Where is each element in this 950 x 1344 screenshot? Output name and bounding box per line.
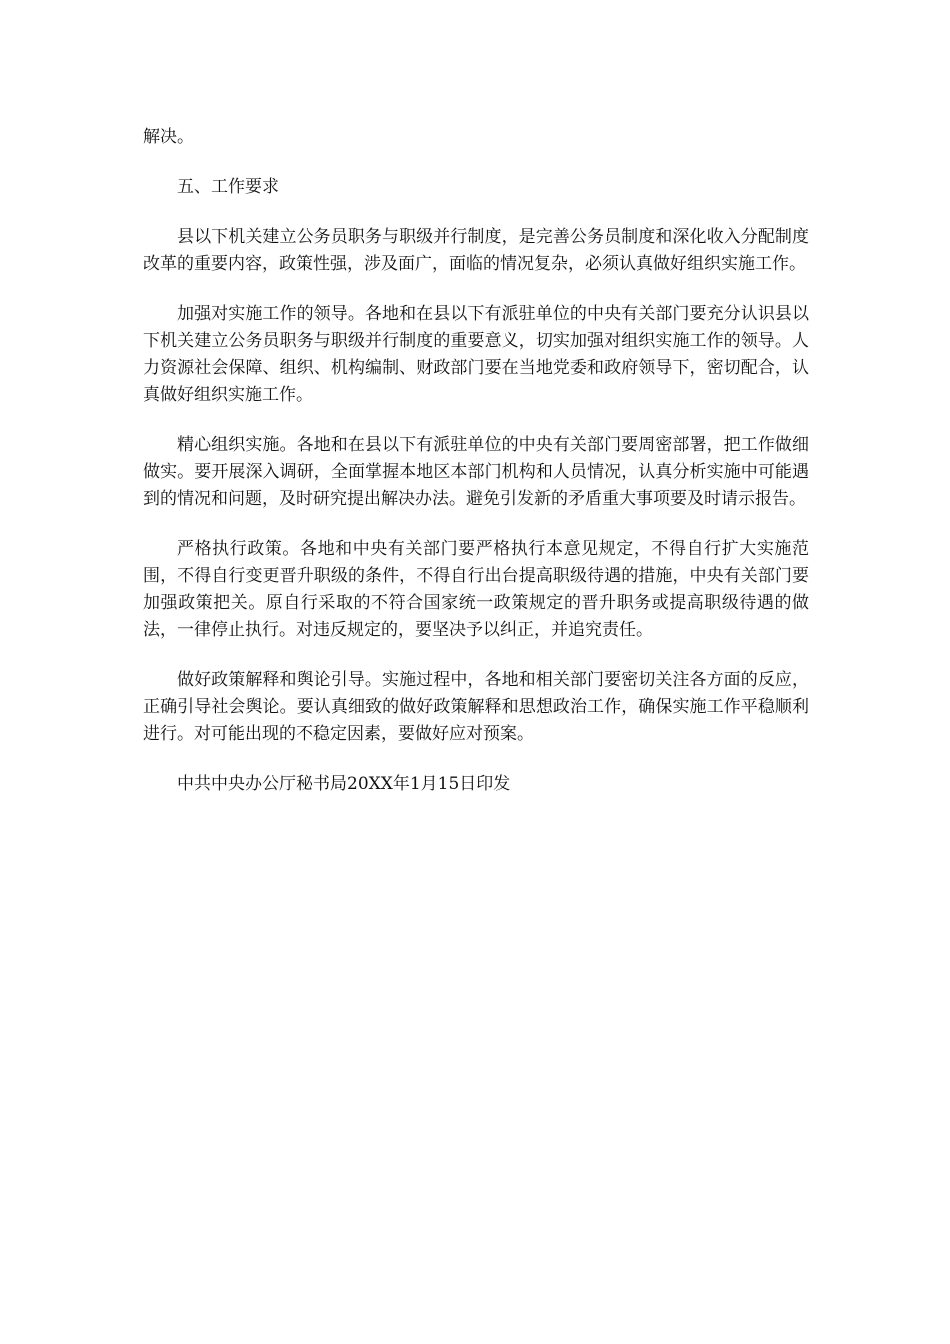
paragraph-intro: 县以下机关建立公务员职务与职级并行制度，是完善公务员制度和深化收入分配制度改革的重要内容，政策性强，涉及面广，面临的情况复杂，必须认真做好组织实施工作。 bbox=[143, 227, 809, 274]
paragraph-leadership: 加强对实施工作的领导。各地和在县以下有派驻单位的中央有关部门要充分认识县以下机关建立公务员职务与职级并行制度的重要意义，切实加强对组织实施工作的领导。人力资源社会保障、组织、机构编制、财政部门要在当地党委和政府领导下，密切配合，认真做好组织实施工作。 bbox=[143, 304, 809, 405]
paragraph-policy-enforcement: 严格执行政策。各地和中央有关部门要严格执行本意见规定，不得自行扩大实施范围，不得自行变更晋升职级的条件，不得自行出台提高职级待遇的措施，中央有关部门要加强政策把关。原自行采取的不符合国家统一政策规定的晋升职务或提高职级待遇的做法，一律停止执行。对违反规定的，要坚决予以纠正，并追究责任。 bbox=[143, 539, 809, 640]
section-heading: 五、工作要求 bbox=[177, 177, 279, 197]
document-page bbox=[143, 124, 809, 821]
paragraph-implementation: 精心组织实施。各地和在县以下有派驻单位的中央有关部门要周密部署，把工作做细做实。要开展深入调研，全面掌握本地区本部门机构和人员情况，认真分析实施中可能遇到的情况和问题，及时研究提出解决办法。避免引发新的矛盾重大事项要及时请示报告。 bbox=[143, 435, 809, 509]
paragraph-public-guidance: 做好政策解释和舆论引导。实施过程中，各地和相关部门要密切关注各方面的反应，正确引导社会舆论。要认真细致的做好政策解释和思想政治工作，确保实施工作平稳顺利进行。对可能出现的不稳定因素，要做好应对预案。 bbox=[143, 670, 809, 744]
continuation-text: 解决。 bbox=[143, 127, 194, 147]
issuer-line: 中共中央办公厅秘书局20XX年1月15日印发 bbox=[177, 774, 511, 794]
